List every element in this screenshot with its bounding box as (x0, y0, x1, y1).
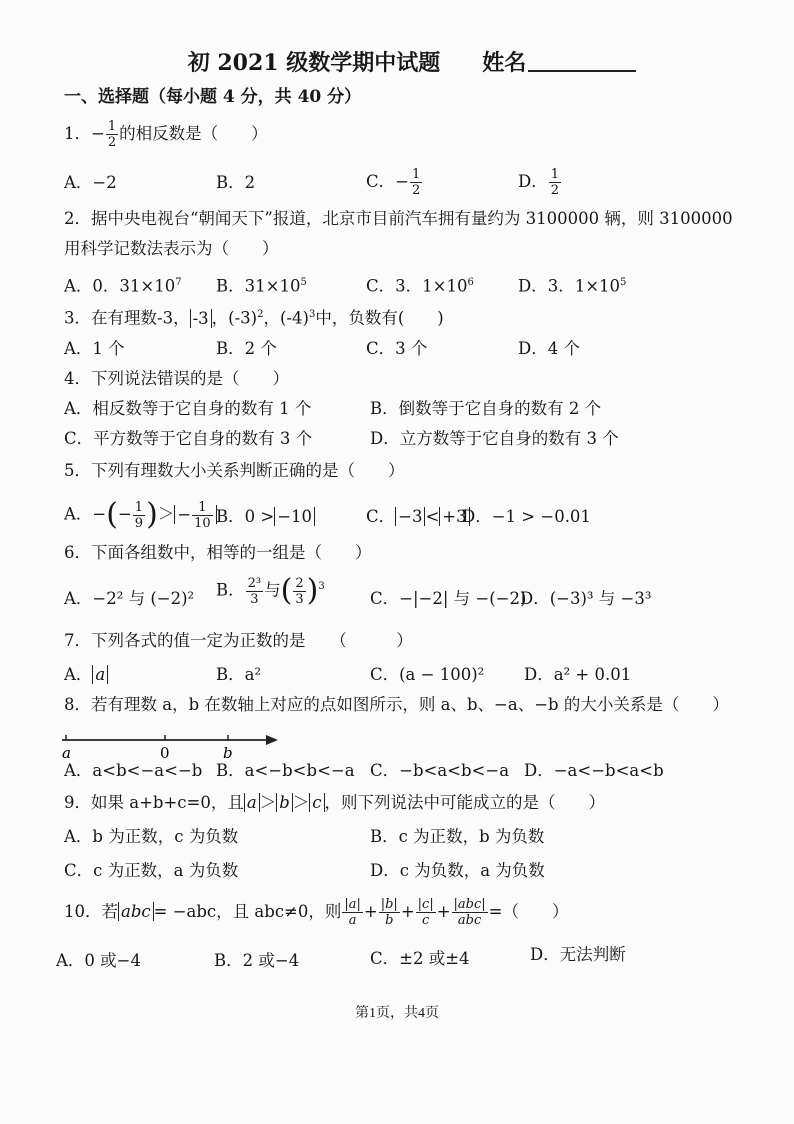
q5-option-a[interactable]: A．−(− $\frac{1}{9}$ )＞ − $\frac{1}{10}$ (64, 500, 217, 530)
question-1-stem: 1．− $\frac{1}{2}$ 的相反数是（ ） (64, 119, 268, 150)
q3-option-d[interactable]: D．4 个 (518, 339, 580, 358)
q1-option-a[interactable]: A．−2 (64, 173, 117, 192)
question-9-stem: 9．如果 a+b+c=0，且 a ＞ b ＞ c ，则下列说法中可能成立的是（ ） (64, 793, 606, 812)
q7-option-a[interactable]: A． a (64, 664, 108, 686)
question-3-stem: 3．在有理数-3， -3 ，$(-3)^2$，$(-4)^3$中，负数有( ) (64, 308, 444, 328)
q10-option-a[interactable]: A．0 或−4 (56, 951, 141, 970)
q9-option-a[interactable]: A．b 为正数，c 为负数 (64, 827, 239, 846)
q1-option-d[interactable]: D． $\frac{1}{2}$ (518, 167, 560, 198)
q7-option-b[interactable]: B．a² (216, 665, 262, 684)
q5-option-d[interactable]: D．−1 > −0.01 (462, 507, 591, 526)
q6-option-c[interactable]: C．−|−2| 与 −(−2) (370, 589, 527, 608)
axis-label-zero: 0 (160, 744, 170, 762)
q3-option-b[interactable]: B．2 个 (216, 339, 277, 358)
q10-option-d[interactable]: D．无法判断 (530, 945, 626, 964)
q4-option-c[interactable]: C．平方数等于它自身的数有 3 个 (64, 429, 313, 448)
q3-option-a[interactable]: A．1 个 (64, 339, 125, 358)
q5-option-b[interactable]: B．0 > −10 (216, 506, 315, 528)
q6-option-d[interactable]: D．(−3)³ 与 −3³ (520, 589, 652, 608)
exam-header (0, 46, 794, 77)
question-8-stem: 8．若有理数 a，b 在数轴上对应的点如图所示，则 a、b、−a、−b 的大小关系是（ ） (64, 695, 729, 714)
q4-option-a[interactable]: A．相反数等于它自身的数有 1 个 (64, 399, 312, 418)
question-4-stem: 4．下列说法错误的是（ ） (64, 369, 289, 388)
q9-option-c[interactable]: C．c 为正数，a 为负数 (64, 861, 239, 880)
q9-option-d[interactable]: D．c 为负数，a 为负数 (370, 861, 545, 880)
name-blank[interactable] (528, 50, 636, 72)
name-label: 姓名 (482, 50, 527, 76)
q10-option-c[interactable]: C．±2 或±4 (370, 949, 470, 968)
q3-option-c[interactable]: C．3 个 (366, 339, 428, 358)
q4-option-b[interactable]: B．倒数等于它自身的数有 2 个 (370, 399, 602, 418)
question-5-stem: 5．下列有理数大小关系判断正确的是（ ） (64, 461, 405, 480)
q7-option-c[interactable]: C．(a − 100)² (370, 665, 485, 684)
q2-option-a[interactable]: A．0．$31\times 10^7$ (64, 276, 182, 296)
q6-option-a[interactable]: A．−2² 与 (−2)² (64, 589, 195, 608)
q9-option-b[interactable]: B．c 为正数，b 为负数 (370, 827, 545, 846)
axis-label-b: b (223, 744, 233, 762)
q5-option-c[interactable]: C． −3 < +3 (366, 506, 470, 528)
q8-option-d[interactable]: D．−a<−b<a<b (524, 761, 664, 780)
page-footer: 第1页，共4页 (355, 1006, 439, 1021)
question-2-line-1: 2．据中央电视台“朝闻天下”报道，北京市目前汽车拥有量约为 3100000 辆，则 3100000 (64, 209, 733, 228)
arrow-right-icon (266, 735, 278, 745)
q1-option-b[interactable]: B．2 (216, 173, 256, 192)
q6-option-b[interactable]: B． $\frac{\text{2³}}{3}$ 与( $\frac{2}{3}$ )$^3$ (216, 573, 325, 608)
section-heading: 一、选择题（每小题 4 分，共 40 分） (64, 87, 362, 107)
q2-option-c[interactable]: C．3．$1\times 10^6$ (366, 276, 474, 296)
question-2-line-2: 用科学记数法表示为（ ） (64, 239, 279, 258)
q1-option-c[interactable]: C．− $\frac{1}{2}$ (366, 167, 421, 198)
exam-title: 初 2021 级数学期中试题 (187, 50, 441, 76)
fraction: $\frac{1}{2}$ (107, 119, 117, 150)
question-10-stem: 10．若 abc = −abc，且 abc≠0，则 $\frac{|a|}{a}$ + $\frac{|b|}{b}$ + $\frac{|c|}{c}$ + $\frac{\text{|abc|}}{\text{abc}}$ =（ ） (64, 897, 569, 928)
question-7-stem: 7．下列各式的值一定为正数的是 （ ） (64, 631, 413, 650)
q2-option-b[interactable]: B．$31\times 10^5$ (216, 276, 307, 296)
q8-option-b[interactable]: B．a<−b<b<−a (216, 761, 355, 780)
q2-option-d[interactable]: D．3．$1\times 10^5$ (518, 276, 627, 296)
q8-option-a[interactable]: A．a<b<−a<−b (64, 761, 203, 780)
q10-option-b[interactable]: B．2 或−4 (214, 951, 300, 970)
q4-option-d[interactable]: D．立方数等于它自身的数有 3 个 (370, 429, 619, 448)
q8-option-c[interactable]: C．−b<a<b<−a (370, 761, 510, 780)
q7-option-d[interactable]: D．a² + 0.01 (524, 665, 632, 684)
question-6-stem: 6．下面各组数中，相等的一组是（ ） (64, 543, 372, 562)
axis-label-a: a (62, 744, 71, 762)
